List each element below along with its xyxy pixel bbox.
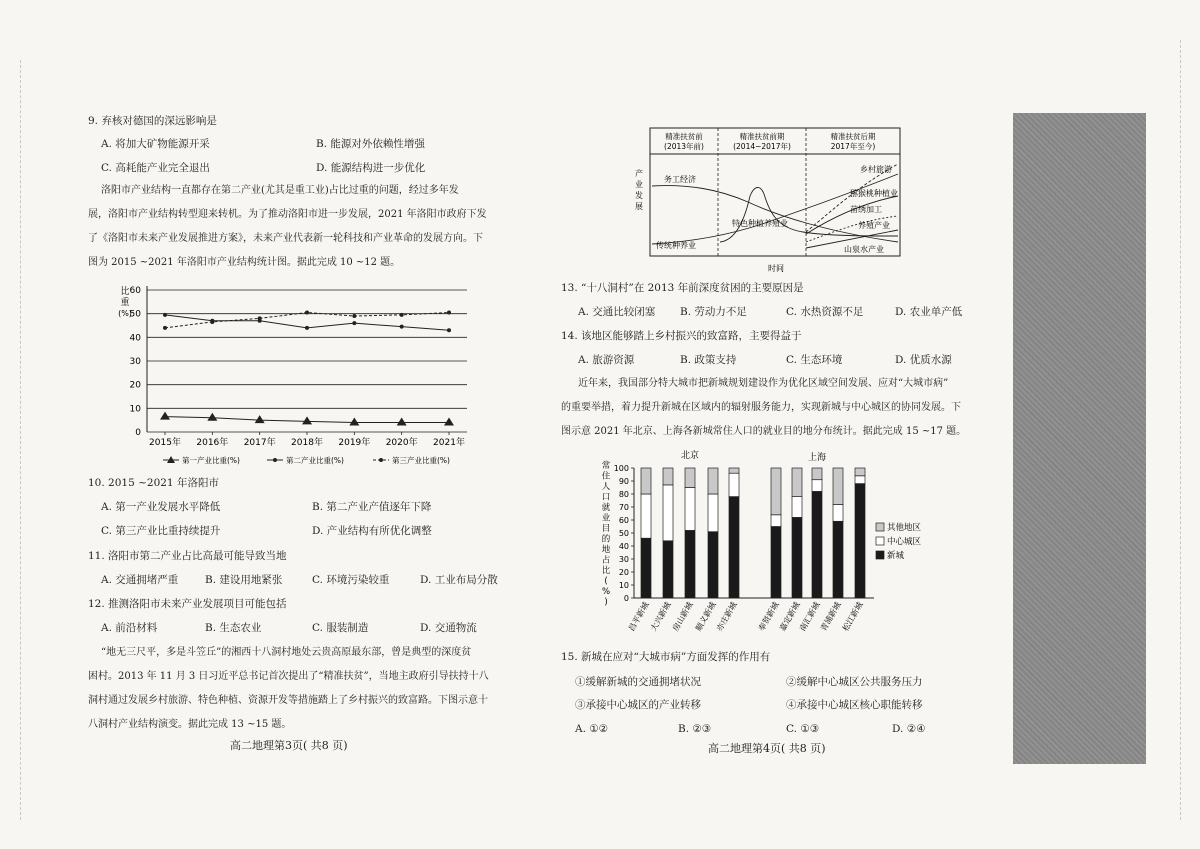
passage3-line: 图示意 2021 年北京、上海各新城常住人口的就业目的地分布统计。据此完成 15 ~17 题。 (561, 426, 967, 437)
bar-segment (792, 517, 802, 598)
legend-swatch (876, 551, 884, 559)
legend-marker (273, 458, 277, 462)
data-point (255, 415, 265, 423)
y-tick-label: 40 (618, 542, 629, 551)
q10-option-d: D. 产业结构有所优化调整 (312, 525, 432, 537)
category-label: 亦庄新城 (714, 600, 739, 633)
q14-option-d: D. 优质水源 (895, 354, 952, 366)
bar-segment (812, 491, 822, 598)
q9-option-b: B. 能源对外依赖性增强 (316, 138, 425, 150)
q15-option-a: A. ①② (575, 723, 609, 735)
employment-destination-chart (598, 446, 944, 650)
diagram-y-label (635, 168, 643, 211)
category-label: 奉贤新城 (756, 600, 781, 633)
bar-segment (771, 515, 781, 527)
passage1-line: 展，洛阳市产业结构转型迎来转机。为了推动洛阳市进一步发展，2021 年洛阳市政府下发 (88, 209, 487, 220)
data-point (163, 313, 167, 317)
data-point (400, 325, 404, 329)
data-point (305, 326, 309, 330)
q15-statement-1: ①缓解新城的交通拥堵状况 (575, 676, 701, 688)
x-tick-label: 2019年 (338, 438, 371, 448)
diagram-y-label-char: 产 (635, 169, 643, 178)
chart-legend (163, 455, 450, 465)
y-axis-label: 重 (120, 298, 130, 308)
y-tick-label: 100 (613, 464, 629, 473)
y-axis-label-char: % (601, 587, 611, 597)
category-label: 松江新城 (840, 600, 865, 633)
data-point (349, 418, 359, 426)
bar-segment (663, 468, 673, 485)
passage2-line: “地无三尺平，多是斗笠丘”的湘西十八洞村地处云贵高原最东部，曾是典型的深度贫 (101, 647, 472, 658)
label-special-planting: 特色种植养殖业 (732, 219, 788, 228)
chart-legend (876, 522, 922, 561)
bar-segment (685, 488, 695, 531)
x-tick-label: 2018年 (291, 438, 323, 448)
y-tick-label: 60 (129, 286, 141, 296)
group-label: 北京 (680, 451, 700, 461)
chart-y-label (602, 460, 611, 608)
y-axis-label: (%) (118, 309, 132, 318)
q15-statement-3: ③承接中心城区的产业转移 (575, 699, 701, 711)
q13-option-d: D. 农业单产低 (895, 306, 963, 318)
q13-option-c: C. 水热资源不足 (786, 306, 864, 318)
page-footer-right: 高二地理第4页( 共8 页) (708, 742, 826, 755)
phase-label: (2014~2017年) (733, 142, 791, 151)
y-tick-label: 20 (618, 568, 629, 577)
bar-segment (792, 468, 802, 497)
y-axis-label-char: 住 (601, 471, 611, 482)
q11-option-d: D. 工业布局分散 (420, 574, 498, 586)
y-axis-label-char: 口 (601, 492, 611, 503)
y-axis-label-char: 目 (601, 524, 611, 534)
q12-option-b: B. 生态农业 (205, 622, 262, 634)
q9-option-c: C. 高耗能产业完全退出 (101, 162, 210, 174)
q10-option-a: A. 第一产业发展水平降低 (101, 501, 221, 513)
bar-segment (641, 538, 651, 598)
category-label: 青浦新城 (818, 600, 843, 633)
bar-segment (812, 480, 822, 492)
q12-option-a: A. 前沿材料 (101, 622, 158, 634)
chart-bars (641, 468, 865, 598)
label-embroidery: 苗绣加工 (850, 205, 882, 214)
data-point (160, 412, 170, 420)
y-axis-label: 比 (120, 287, 130, 297)
y-tick-label: 90 (618, 477, 629, 486)
q11-option-a: A. 交通拥堵严重 (101, 574, 179, 586)
bar-segment (729, 497, 739, 598)
y-tick-label: 10 (129, 404, 141, 415)
data-point (447, 328, 451, 332)
bar-segment (708, 532, 718, 598)
y-tick-label: 20 (129, 380, 141, 391)
y-axis-label-char: 比 (601, 566, 611, 576)
category-label: 南汇新城 (797, 600, 822, 633)
y-axis-label-char: 就 (601, 503, 611, 513)
q15-statement-4: ④承接中心城区核心职能转移 (786, 699, 923, 711)
diagram-y-label-char: 展 (635, 202, 643, 211)
data-point (352, 314, 356, 318)
bar-segment (729, 468, 739, 473)
y-tick-label: 10 (618, 581, 629, 590)
y-tick-label: 0 (135, 428, 141, 438)
bar-segment (833, 521, 843, 598)
bar-segment (812, 468, 822, 480)
y-axis-label-char: 的 (601, 534, 611, 545)
legend-label: 新城 (887, 551, 905, 561)
y-tick-label: 0 (623, 594, 629, 603)
data-point (258, 316, 262, 320)
y-tick-label: 50 (618, 529, 629, 538)
label-spring-water: 山泉水产业 (844, 245, 884, 254)
bar-segment (855, 468, 865, 476)
data-point (352, 321, 356, 325)
passage3-line: 近年来，我国部分特大城市把新城规划建设作为优化区域空间发展、应对“大城市病” (578, 378, 949, 389)
y-tick-label: 80 (618, 490, 629, 499)
data-point (447, 310, 451, 314)
passage2-line: 洞村通过发展乡村旅游、特色种植、资源开发等措施踏上了乡村振兴的致富路。下图示意十 (88, 695, 488, 706)
bar-segment (729, 473, 739, 496)
label-traditional: 传统种养业 (656, 241, 696, 250)
legend-label: 其他地区 (887, 523, 922, 533)
legend-label: 第一产业比重(%) (182, 456, 240, 465)
category-label: 昌平新城 (626, 600, 651, 633)
bar-segment (685, 530, 695, 598)
x-tick-label: 2020年 (385, 438, 418, 448)
y-tick-label: 30 (129, 357, 141, 367)
data-point (305, 310, 309, 314)
chart-group-labels (681, 449, 826, 463)
bar-segment (641, 468, 651, 494)
data-point (400, 313, 404, 317)
q13-option-b: B. 劳动力不足 (680, 306, 747, 318)
scan-edge-line (20, 60, 21, 820)
q15-statement-2: ②缓解中心城区公共服务压力 (786, 676, 923, 688)
q11-option-c: C. 环境污染较重 (312, 574, 390, 586)
q14-option-a: A. 旅游资源 (578, 354, 635, 366)
phase-label: 2017年至今) (830, 142, 876, 151)
q15-stem: 15. 新城在应对“大城市病”方面发挥的作用有 (561, 651, 771, 663)
data-point (163, 326, 167, 330)
bar-segment (771, 527, 781, 599)
passage2-line: 困村。2013 年 11 月 3 日习近平总书记首次提出了“精准扶贫”，当地主政府引导扶持十八 (88, 671, 489, 682)
passage2-line: 八洞村产业结构演变。据此完成 13 ~15 题。 (88, 719, 292, 730)
y-tick-label: 60 (618, 516, 629, 525)
bar-segment (833, 468, 843, 504)
diagram-y-label-char: 业 (635, 180, 643, 189)
bar-segment (708, 494, 718, 532)
data-point (302, 416, 312, 424)
q13-stem: 13. “十八洞村”在 2013 年前深度贫困的主要原因是 (561, 282, 804, 294)
data-point (397, 418, 407, 426)
y-axis-label-char: 地 (601, 545, 611, 555)
bar-segment (663, 485, 673, 541)
y-axis-label-char: 占 (601, 555, 611, 566)
legend-label: 中心城区 (887, 537, 922, 547)
legend-label: 第二产业比重(%) (286, 456, 344, 465)
y-tick-label: 70 (618, 503, 629, 512)
diagram-y-label-char: 发 (635, 191, 643, 200)
category-label: 顺义新城 (693, 600, 718, 633)
data-point (210, 320, 214, 324)
data-point (207, 413, 217, 421)
phase-label: 精准扶贫后期 (830, 132, 876, 141)
legend-marker (379, 458, 383, 462)
q14-option-b: B. 政策支持 (680, 354, 737, 366)
scan-edge-line (1180, 40, 1181, 820)
page-footer-left: 高二地理第3页( 共8 页) (230, 739, 348, 752)
bar-segment (792, 497, 802, 518)
bar-segment (771, 468, 781, 515)
q14-option-c: C. 生态环境 (786, 354, 843, 366)
legend-label: 第三产业比重(%) (392, 456, 450, 465)
passage1-line: 洛阳市产业结构一直都存在第二产业(尤其是重工业)占比过重的问题，经过多年发 (101, 185, 459, 196)
label-migrant-work: 务工经济 (664, 175, 696, 184)
q12-option-d: D. 交通物流 (420, 622, 477, 634)
bar-segment (708, 468, 718, 494)
y-axis-label-char: 人 (601, 482, 611, 492)
phase-label: (2013年前) (664, 142, 704, 151)
bar-segment (641, 494, 651, 538)
passage3-line: 的重要举措，着力提升新城在区域内的辐射服务能力，实现新城与中心城区的协同发展。下 (561, 402, 961, 413)
scan-gray-band (1013, 113, 1146, 764)
bar-segment (663, 541, 673, 598)
y-tick-label: 50 (129, 309, 141, 320)
q11-option-b: B. 建设用地紧张 (205, 574, 283, 586)
village-industry-diagram (628, 124, 908, 276)
bar-segment (833, 504, 843, 521)
group-label: 上海 (807, 453, 827, 463)
x-tick-label: 2015年 (149, 438, 181, 448)
bar-segment (685, 468, 695, 488)
y-tick-label: 40 (129, 333, 141, 344)
label-breeding: 养殖产业 (858, 221, 890, 230)
q11-stem: 11. 洛阳市第二产业占比高最可能导致当地 (88, 550, 287, 562)
x-tick-label: 2017年 (243, 438, 276, 448)
legend-swatch (876, 523, 884, 531)
passage1-line: 了《洛阳市未来产业发展推进方案》，未来产业代表新一轮科技和产业革命的发展方向。下 (88, 233, 483, 244)
legend-swatch (876, 537, 884, 545)
bar-segment (855, 484, 865, 598)
x-tick-label: 2016年 (196, 438, 229, 448)
y-axis-label-char: 业 (601, 513, 611, 524)
diagram-x-label: 时间 (768, 264, 784, 273)
category-label: 房山新城 (670, 600, 695, 633)
q10-option-b: B. 第二产业产值逐年下降 (312, 501, 432, 513)
q10-stem: 10. 2015 ~2021 年洛阳市 (88, 477, 219, 489)
passage1-line: 图为 2015 ~2021 年洛阳市产业结构统计图。据此完成 10 ~12 题。 (88, 257, 401, 268)
q9-option-d: D. 能源结构进一步优化 (316, 162, 426, 174)
q9-stem: 9. 弃核对德国的深远影响是 (88, 115, 217, 127)
y-axis-label-char: ( (604, 576, 608, 587)
label-kiwi: 猕猴桃种植业 (850, 189, 898, 198)
industry-structure-chart (85, 278, 485, 470)
bar-segment (855, 476, 865, 484)
q9-option-a: A. 将加大矿物能源开采 (101, 138, 210, 150)
x-tick-label: 2021年 (433, 438, 465, 448)
phase-label: 精准扶贫前期 (739, 132, 785, 141)
category-label: 大兴新城 (648, 600, 673, 633)
phase-label: 精准扶贫前 (665, 132, 703, 141)
chart-category-labels (626, 600, 865, 633)
q14-stem: 14. 该地区能够踏上乡村振兴的致富路，主要得益于 (561, 330, 802, 342)
y-axis-label-char: ) (604, 597, 608, 608)
q10-option-c: C. 第三产业比重持续提升 (101, 525, 221, 537)
data-point (444, 418, 454, 426)
chart-axes (118, 285, 465, 448)
q12-option-c: C. 服装制造 (312, 622, 369, 634)
q13-option-a: A. 交通比较闭塞 (578, 306, 656, 318)
q15-option-c: C. ①③ (786, 723, 820, 735)
q12-stem: 12. 推测洛阳市未来产业发展项目可能包括 (88, 598, 287, 610)
q15-option-d: D. ②④ (892, 723, 926, 735)
q15-option-b: B. ②③ (678, 723, 712, 735)
category-label: 嘉定新城 (777, 600, 802, 633)
y-axis-label-char: 常 (601, 461, 611, 471)
y-tick-label: 30 (618, 555, 629, 564)
label-tourism: 乡村旅游 (860, 165, 892, 174)
